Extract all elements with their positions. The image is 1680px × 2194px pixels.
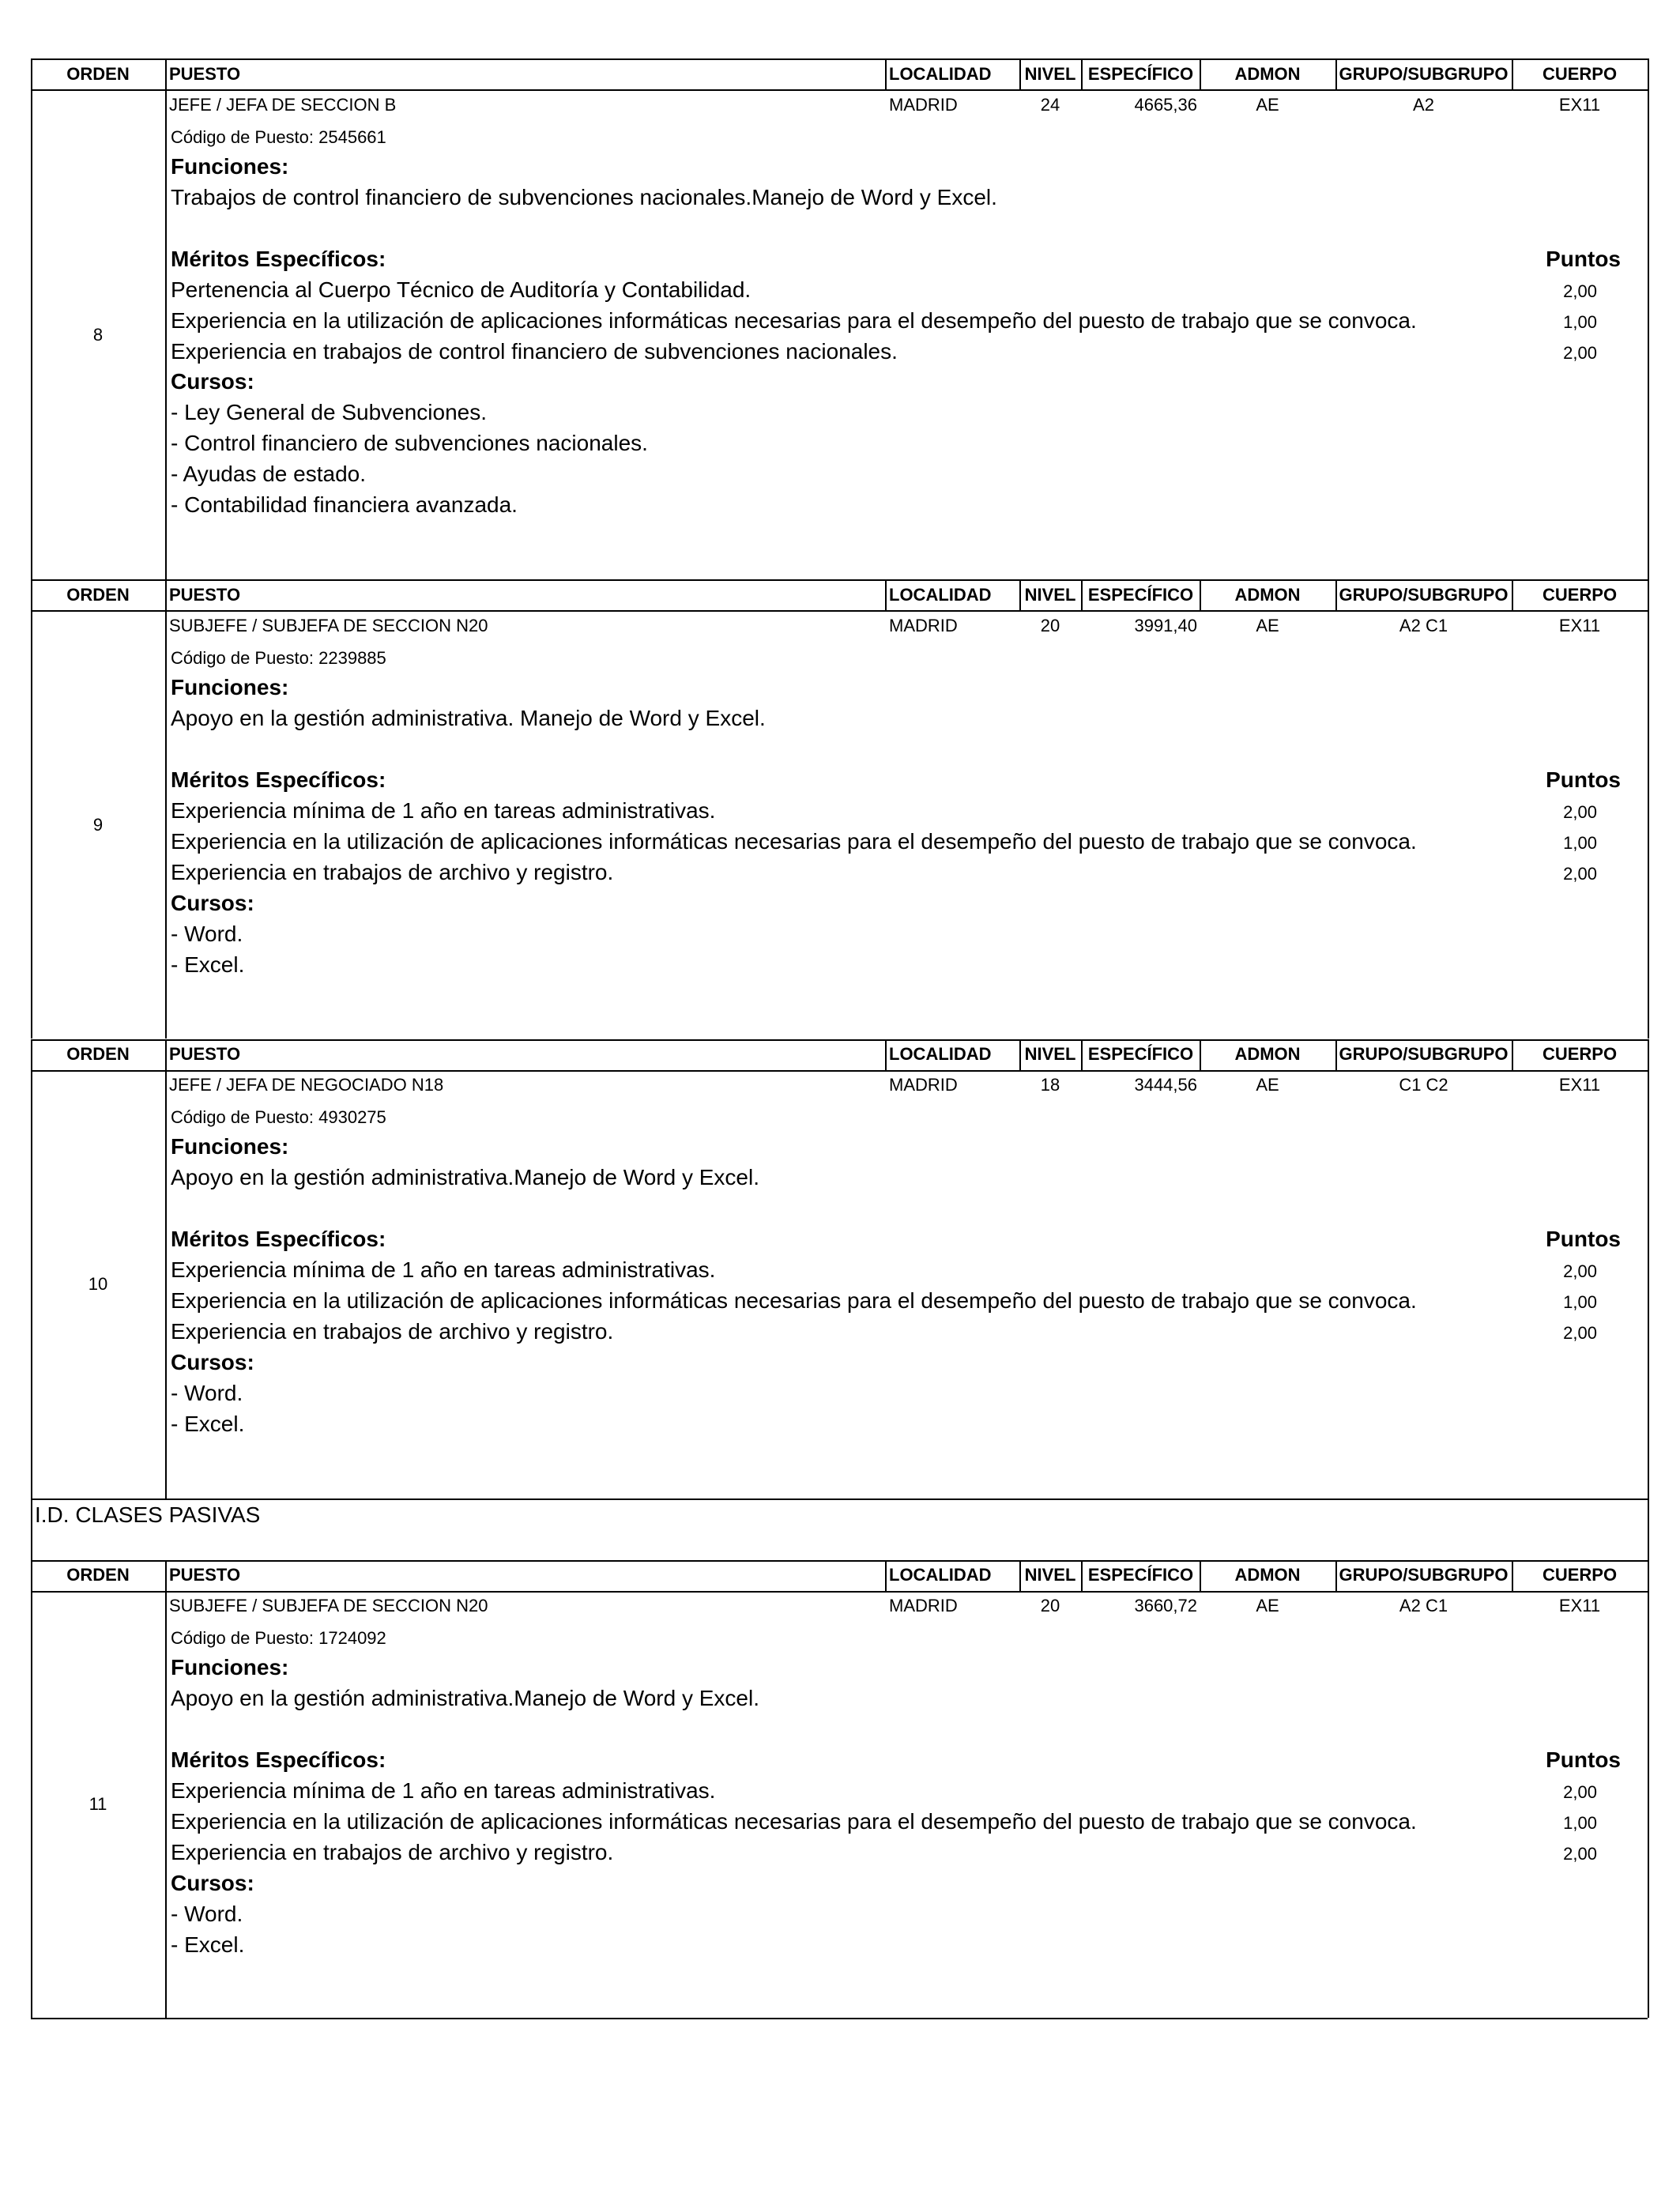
header-divider (1081, 1039, 1083, 1070)
column-header-especifico: ESPECÍFICO (1087, 1044, 1194, 1064)
merito-puntos: 1,00 (1563, 1813, 1597, 1833)
header-bottom-border (31, 1591, 1648, 1593)
nivel-value: 24 (1040, 95, 1060, 115)
header-bottom-border (31, 610, 1648, 612)
cursos-heading: Cursos: (171, 369, 254, 394)
orden-column-divider (165, 1039, 167, 1498)
merito-text: Experiencia en trabajos de archivo y registro. (171, 860, 614, 884)
meritos-heading: Méritos Específicos: (171, 247, 386, 271)
merito-puntos: 2,00 (1563, 1323, 1597, 1343)
admon-value: AE (1256, 1075, 1279, 1095)
column-header-admon: ADMON (1234, 64, 1301, 84)
puesto-value: SUBJEFE / SUBJEFA DE SECCION N20 (169, 1596, 488, 1615)
merito-puntos: 2,00 (1563, 1782, 1597, 1802)
header-top-border (31, 1039, 1648, 1041)
puntos-heading: Puntos (1546, 1747, 1621, 1772)
block-left-border (31, 579, 32, 1039)
header-bottom-border (31, 1070, 1648, 1072)
merito-text: Experiencia en la utilización de aplicaciones informáticas necesarias para el desempeño del puesto de trabajo que se convoca. (171, 829, 1417, 854)
merito-puntos: 2,00 (1563, 1261, 1597, 1281)
column-header-cuerpo: CUERPO (1542, 64, 1618, 84)
header-bottom-border (31, 89, 1648, 91)
orden-value: 9 (92, 815, 104, 835)
localidad-value: MADRID (889, 95, 958, 115)
column-header-cuerpo: CUERPO (1542, 585, 1618, 605)
column-header-grupo: GRUPO/SUBGRUPO (1339, 585, 1509, 605)
header-divider (885, 1039, 887, 1070)
block-left-border (31, 58, 32, 579)
column-header-localidad: LOCALIDAD (889, 1565, 992, 1585)
header-top-border (31, 1560, 1648, 1562)
codigo-puesto: Código de Puesto: 2545661 (171, 127, 386, 147)
admon-value: AE (1256, 95, 1279, 115)
header-divider (1200, 579, 1201, 610)
merito-text: Experiencia en la utilización de aplicaciones informáticas necesarias para el desempeño del puesto de trabajo que se convoca. (171, 308, 1417, 333)
header-divider (1335, 1560, 1337, 1591)
block-bottom-border (31, 1498, 1648, 1500)
curso-item: - Ayudas de estado. (171, 462, 366, 486)
admon-value: AE (1256, 616, 1279, 635)
merito-puntos: 1,00 (1563, 1292, 1597, 1312)
puntos-heading: Puntos (1546, 247, 1621, 271)
header-divider (1512, 1560, 1513, 1591)
nivel-value: 20 (1040, 1596, 1060, 1615)
column-header-puesto: PUESTO (169, 585, 241, 605)
curso-item: - Excel. (171, 1412, 245, 1436)
especifico-value: 3991,40 (1134, 616, 1197, 635)
merito-text: Experiencia en la utilización de aplicaciones informáticas necesarias para el desempeño del puesto de trabajo que se convoca. (171, 1288, 1417, 1313)
nivel-value: 18 (1040, 1075, 1060, 1095)
puesto-value: JEFE / JEFA DE SECCION B (169, 95, 397, 115)
merito-text: Experiencia en trabajos de archivo y registro. (171, 1319, 614, 1344)
cursos-heading: Cursos: (171, 891, 254, 915)
orden-value: 11 (89, 1794, 107, 1814)
cuerpo-value: EX11 (1558, 616, 1601, 635)
merito-puntos: 2,00 (1563, 343, 1597, 363)
funciones-heading: Funciones: (171, 1134, 289, 1159)
header-divider (1335, 58, 1337, 89)
column-header-especifico: ESPECÍFICO (1087, 585, 1194, 605)
funciones-text: Apoyo en la gestión administrativa.Manejo de Word y Excel. (171, 1165, 759, 1189)
column-header-puesto: PUESTO (169, 64, 241, 84)
column-header-localidad: LOCALIDAD (889, 1044, 992, 1064)
block-right-border (1648, 579, 1649, 1039)
header-divider (1335, 1039, 1337, 1070)
curso-item: - Ley General de Subvenciones. (171, 400, 488, 424)
localidad-value: MADRID (889, 1596, 958, 1615)
column-header-grupo: GRUPO/SUBGRUPO (1339, 1565, 1509, 1585)
orden-value: 8 (92, 325, 104, 345)
column-header-nivel: NIVEL (1024, 585, 1076, 605)
merito-puntos: 2,00 (1563, 1844, 1597, 1864)
block-left-border (31, 1039, 32, 1498)
merito-puntos: 2,00 (1563, 864, 1597, 884)
column-header-nivel: NIVEL (1024, 64, 1076, 84)
column-header-grupo: GRUPO/SUBGRUPO (1339, 64, 1509, 84)
column-header-puesto: PUESTO (169, 1044, 241, 1064)
grupo-value: C1 C2 (1399, 1075, 1448, 1095)
header-divider (1512, 58, 1513, 89)
cuerpo-value: EX11 (1558, 1596, 1601, 1615)
cursos-heading: Cursos: (171, 1871, 254, 1895)
header-divider (1081, 1560, 1083, 1591)
column-header-cuerpo: CUERPO (1542, 1565, 1618, 1585)
admon-value: AE (1256, 1596, 1279, 1615)
column-header-cuerpo: CUERPO (1542, 1044, 1618, 1064)
section-label: I.D. CLASES PASIVAS (35, 1502, 261, 1527)
curso-item: - Contabilidad financiera avanzada. (171, 492, 518, 517)
header-divider (885, 579, 887, 610)
merito-text: Experiencia en la utilización de aplicaciones informáticas necesarias para el desempeño del puesto de trabajo que se convoca. (171, 1809, 1417, 1834)
column-header-orden: ORDEN (66, 585, 130, 605)
nivel-value: 20 (1040, 616, 1060, 635)
cuerpo-value: EX11 (1558, 1075, 1601, 1095)
section-left-border (31, 1498, 32, 1560)
header-top-border (31, 58, 1648, 60)
grupo-value: A2 C1 (1399, 616, 1448, 635)
column-header-nivel: NIVEL (1024, 1044, 1076, 1064)
header-divider (1019, 579, 1021, 610)
orden-column-divider (165, 1560, 167, 2018)
grupo-value: A2 (1413, 95, 1434, 115)
column-header-puesto: PUESTO (169, 1565, 241, 1585)
curso-item: - Word. (171, 1902, 243, 1926)
column-header-orden: ORDEN (66, 1044, 130, 1064)
header-divider (1512, 1039, 1513, 1070)
funciones-text: Apoyo en la gestión administrativa.Manejo de Word y Excel. (171, 1686, 759, 1710)
funciones-heading: Funciones: (171, 1655, 289, 1679)
header-divider (1019, 1039, 1021, 1070)
merito-text: Experiencia en trabajos de archivo y registro. (171, 1840, 614, 1864)
header-top-border (31, 579, 1648, 581)
orden-column-divider (165, 58, 167, 579)
curso-item: - Word. (171, 1381, 243, 1405)
funciones-text: Apoyo en la gestión administrativa. Manejo de Word y Excel. (171, 706, 766, 730)
meritos-heading: Méritos Específicos: (171, 1227, 386, 1251)
merito-puntos: 1,00 (1563, 833, 1597, 853)
meritos-heading: Méritos Específicos: (171, 767, 386, 792)
header-divider (885, 1560, 887, 1591)
merito-puntos: 2,00 (1563, 281, 1597, 301)
localidad-value: MADRID (889, 1075, 958, 1095)
merito-puntos: 1,00 (1563, 312, 1597, 332)
grupo-value: A2 C1 (1399, 1596, 1448, 1615)
meritos-heading: Méritos Específicos: (171, 1747, 386, 1772)
column-header-localidad: LOCALIDAD (889, 64, 992, 84)
column-header-especifico: ESPECÍFICO (1087, 64, 1194, 84)
curso-item: - Control financiero de subvenciones nacionales. (171, 431, 648, 455)
merito-puntos: 2,00 (1563, 802, 1597, 822)
block-right-border (1648, 1560, 1649, 2018)
header-divider (1335, 579, 1337, 610)
column-header-grupo: GRUPO/SUBGRUPO (1339, 1044, 1509, 1064)
merito-text: Pertenencia al Cuerpo Técnico de Auditoría y Contabilidad. (171, 277, 751, 302)
merito-text: Experiencia mínima de 1 año en tareas administrativas. (171, 798, 716, 823)
codigo-puesto: Código de Puesto: 1724092 (171, 1628, 386, 1648)
header-divider (1512, 579, 1513, 610)
column-header-orden: ORDEN (66, 64, 130, 84)
header-divider (1081, 58, 1083, 89)
header-divider (1019, 1560, 1021, 1591)
header-divider (1019, 58, 1021, 89)
merito-text: Experiencia en trabajos de control financiero de subvenciones nacionales. (171, 339, 898, 364)
block-left-border (31, 1560, 32, 2018)
header-divider (1200, 1039, 1201, 1070)
curso-item: - Excel. (171, 952, 245, 977)
header-divider (1200, 1560, 1201, 1591)
header-divider (1081, 579, 1083, 610)
block-right-border (1648, 1039, 1649, 1498)
cuerpo-value: EX11 (1558, 95, 1601, 115)
codigo-puesto: Código de Puesto: 2239885 (171, 648, 386, 668)
column-header-localidad: LOCALIDAD (889, 585, 992, 605)
block-right-border (1648, 58, 1649, 579)
column-header-especifico: ESPECÍFICO (1087, 1565, 1194, 1585)
puesto-value: JEFE / JEFA DE NEGOCIADO N18 (169, 1075, 444, 1095)
puesto-value: SUBJEFE / SUBJEFA DE SECCION N20 (169, 616, 488, 635)
orden-column-divider (165, 579, 167, 1039)
especifico-value: 4665,36 (1134, 95, 1197, 115)
orden-value: 10 (88, 1274, 108, 1294)
column-header-nivel: NIVEL (1024, 1565, 1076, 1585)
column-header-admon: ADMON (1234, 1044, 1301, 1064)
puntos-heading: Puntos (1546, 1227, 1621, 1251)
merito-text: Experiencia mínima de 1 año en tareas administrativas. (171, 1257, 716, 1282)
especifico-value: 3444,56 (1134, 1075, 1197, 1095)
column-header-admon: ADMON (1234, 1565, 1301, 1585)
column-header-orden: ORDEN (66, 1565, 130, 1585)
funciones-heading: Funciones: (171, 154, 289, 179)
merito-text: Experiencia mínima de 1 año en tareas administrativas. (171, 1778, 716, 1803)
cursos-heading: Cursos: (171, 1350, 254, 1374)
header-divider (1200, 58, 1201, 89)
funciones-heading: Funciones: (171, 675, 289, 699)
section-right-border (1648, 1498, 1649, 1560)
table-bottom-border (31, 2018, 1648, 2019)
header-divider (885, 58, 887, 89)
curso-item: - Excel. (171, 1932, 245, 1957)
especifico-value: 3660,72 (1134, 1596, 1197, 1615)
puntos-heading: Puntos (1546, 767, 1621, 792)
column-header-admon: ADMON (1234, 585, 1301, 605)
funciones-text: Trabajos de control financiero de subvenciones nacionales.Manejo de Word y Excel. (171, 185, 997, 209)
codigo-puesto: Código de Puesto: 4930275 (171, 1107, 386, 1127)
curso-item: - Word. (171, 922, 243, 946)
localidad-value: MADRID (889, 616, 958, 635)
